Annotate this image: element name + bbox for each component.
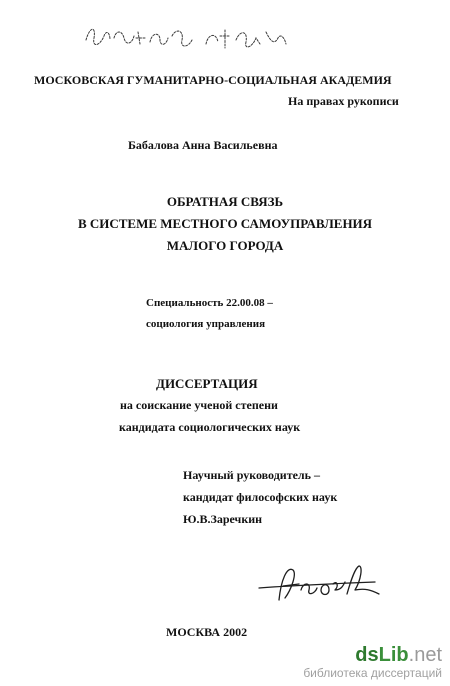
place-and-year: МОСКВА 2002 [166,625,248,639]
institution-name: МОСКОВСКАЯ ГУМАНИТАРНО-СОЦИАЛЬНАЯ АКАДЕМИЯ [34,73,392,87]
author-name: Бабалова Анна Васильевна [128,138,278,152]
handwritten-note [80,18,300,58]
supervisor-line-2: кандидат философских наук [183,490,338,504]
dissertation-line-2: кандидата социологических наук [119,420,301,434]
supervisor-line-3: Ю.В.Заречкин [183,512,263,526]
title-line-2: В СИСТЕМЕ МЕСТНОГО САМОУПРАВЛЕНИЯ [77,216,373,231]
supervisor-line-1: Научный руководитель – [183,468,320,482]
specialty-line-1: Специальность 22.00.08 – [146,297,273,309]
specialty-line-2: социология управления [146,318,266,330]
manuscript-rights: На правах рукописи [288,94,399,108]
dslib-subtitle: библиотека диссертаций [303,666,442,680]
author-signature [255,560,385,610]
title-line-1: ОБРАТНАЯ СВЯЗЬ [166,194,284,209]
dissertation-line-1: на соискание ученой степени [120,398,278,412]
title-line-3: МАЛОГО ГОРОДА [166,238,284,253]
dissertation-heading: ДИССЕРТАЦИЯ [156,376,258,391]
dslib-logo: dsLib.net [355,644,442,666]
dslib-watermark [303,644,442,680]
